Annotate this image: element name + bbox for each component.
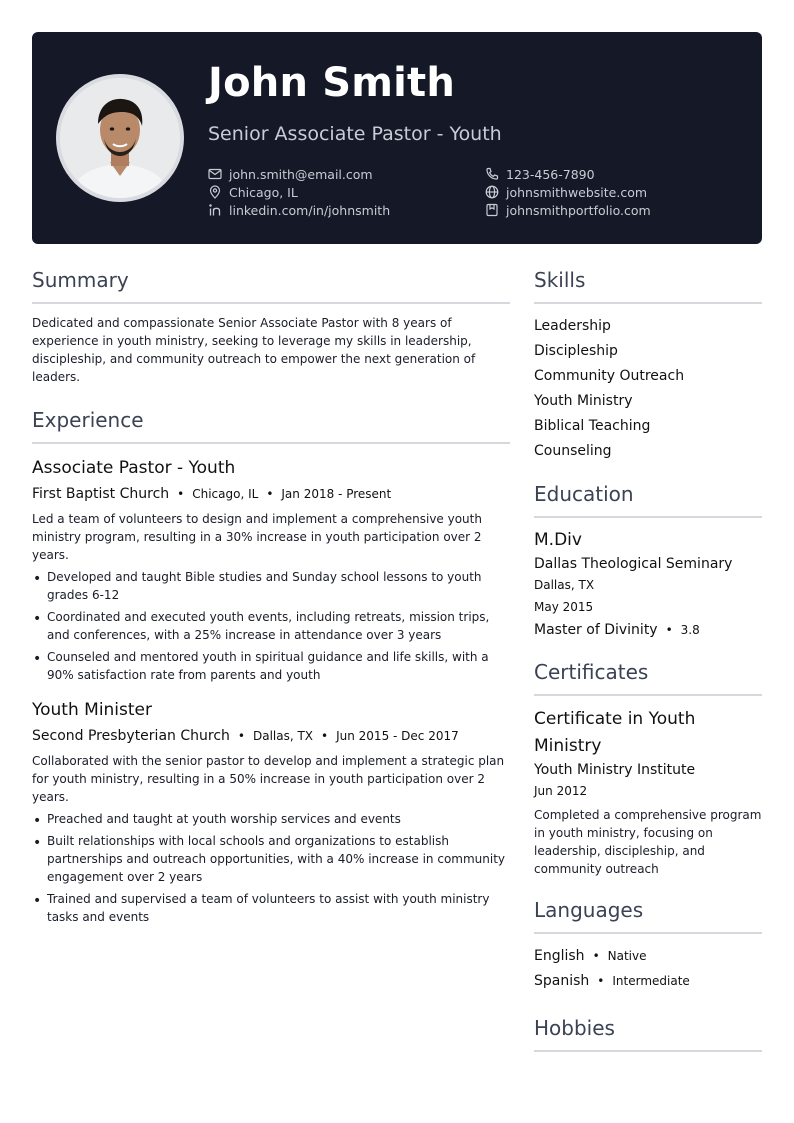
main-column bbox=[32, 268, 510, 930]
globe-icon bbox=[485, 185, 499, 199]
portfolio-icon bbox=[485, 203, 499, 217]
separator-dot: • bbox=[321, 729, 329, 743]
job-bullet: • Developed and taught Bible studies and Sunday school lessons to youth grades 6-12 bbox=[32, 568, 510, 604]
contact-website[interactable] bbox=[485, 184, 647, 200]
languages-section bbox=[534, 898, 762, 994]
experience-section bbox=[32, 408, 510, 926]
job-title: Youth Minister bbox=[32, 700, 153, 720]
separator-dot: • bbox=[177, 487, 185, 501]
language-name: Spanish bbox=[534, 973, 590, 989]
skill-item: Biblical Teaching bbox=[534, 418, 651, 434]
job-bullets bbox=[32, 810, 510, 926]
job-bullets bbox=[32, 568, 510, 684]
language-item bbox=[534, 944, 762, 969]
job-org: First Baptist Church bbox=[32, 486, 170, 502]
job-bullet: • Built relationships with local schools and organizations to establish partnerships and outreach opportunities, with a 40% increase in community engagement over 2 years bbox=[32, 832, 510, 886]
education-location: Dallas, TX bbox=[534, 578, 595, 592]
job-bullet: • Preached and taught at youth worship services and events bbox=[32, 810, 510, 828]
job-location: Chicago, IL bbox=[192, 487, 259, 501]
language-level: Native bbox=[607, 949, 647, 963]
skill-item: Discipleship bbox=[534, 343, 618, 359]
education-school: Dallas Theological Seminary bbox=[534, 556, 733, 572]
side-column bbox=[534, 268, 762, 1062]
certificates-heading: Certificates bbox=[534, 660, 762, 696]
profile-photo bbox=[56, 74, 184, 202]
languages-heading: Languages bbox=[534, 898, 762, 934]
contact-location bbox=[208, 184, 298, 200]
job-dates: Jun 2015 - Dec 2017 bbox=[336, 729, 459, 743]
person-portrait-icon bbox=[60, 78, 180, 198]
separator-dot: • bbox=[597, 974, 605, 988]
job-org: Second Presbyterian Church bbox=[32, 728, 230, 744]
certificate-date: Jun 2012 bbox=[534, 784, 588, 798]
education-field: Master of Divinity bbox=[534, 622, 658, 638]
separator-dot: • bbox=[266, 487, 274, 501]
portfolio-text: johnsmithportfolio.com bbox=[506, 202, 651, 218]
skills-section bbox=[534, 268, 762, 464]
education-section bbox=[534, 482, 762, 638]
job-description: Led a team of volunteers to design and implement a comprehensive youth ministry program, resulting in a 30% increase in youth participation over 2 years. bbox=[32, 512, 482, 562]
education-degree: M.Div bbox=[534, 530, 582, 550]
job-dates: Jan 2018 - Present bbox=[281, 487, 392, 501]
location-pin-icon bbox=[208, 185, 222, 199]
phone-text: 123-456-7890 bbox=[506, 166, 595, 182]
job-description: Collaborated with the senior pastor to develop and implement a strategic plan for youth ministry, resulting in a 50% increase in youth participation over 2 years. bbox=[32, 754, 505, 804]
certificate-issuer: Youth Ministry Institute bbox=[534, 762, 696, 778]
certificate-description: Completed a comprehensive program in youth ministry, focusing on leadership, discipleship, and community outreach bbox=[534, 808, 762, 876]
job-entry bbox=[32, 700, 510, 926]
skill-item: Leadership bbox=[534, 318, 611, 334]
contact-email[interactable] bbox=[208, 166, 373, 182]
job-entry bbox=[32, 458, 510, 684]
job-bullet: • Coordinated and executed youth events, including retreats, mission trips, and conferences, with a 25% increase in attendance over 3 years bbox=[32, 608, 510, 644]
certificate-name: Certificate in Youth Ministry bbox=[534, 709, 696, 756]
website-text: johnsmithwebsite.com bbox=[506, 184, 648, 200]
skill-item: Community Outreach bbox=[534, 368, 685, 384]
separator-dot: • bbox=[592, 949, 600, 963]
contact-list bbox=[208, 166, 748, 226]
education-field-line bbox=[534, 622, 762, 638]
education-gpa: 3.8 bbox=[680, 623, 700, 637]
separator-dot: • bbox=[237, 729, 245, 743]
candidate-name: John Smith bbox=[208, 60, 456, 106]
job-bullet: • Counseled and mentored youth in spiritual guidance and life skills, with a 90% satisfaction rate from parents and youth bbox=[32, 648, 510, 684]
job-meta bbox=[32, 728, 510, 744]
language-name: English bbox=[534, 948, 585, 964]
certificates-section bbox=[534, 660, 762, 878]
linkedin-icon bbox=[208, 203, 222, 217]
contact-phone[interactable] bbox=[485, 166, 595, 182]
skills-heading: Skills bbox=[534, 268, 762, 304]
mail-icon bbox=[208, 167, 222, 181]
phone-icon bbox=[485, 167, 499, 181]
candidate-role: Senior Associate Pastor - Youth bbox=[208, 123, 502, 145]
linkedin-text: linkedin.com/in/johnsmith bbox=[229, 202, 391, 218]
education-heading: Education bbox=[534, 482, 762, 518]
email-text: john.smith@email.com bbox=[229, 166, 373, 182]
language-item bbox=[534, 969, 762, 994]
language-level: Intermediate bbox=[612, 974, 690, 988]
job-meta bbox=[32, 486, 510, 502]
contact-portfolio[interactable] bbox=[485, 202, 651, 218]
education-date: May 2015 bbox=[534, 600, 594, 614]
summary-heading: Summary bbox=[32, 268, 510, 304]
skill-item: Counseling bbox=[534, 443, 612, 459]
resume-header bbox=[32, 32, 762, 244]
skill-item: Youth Ministry bbox=[534, 393, 633, 409]
experience-heading: Experience bbox=[32, 408, 510, 444]
location-text: Chicago, IL bbox=[229, 184, 298, 200]
hobbies-section bbox=[534, 1016, 762, 1052]
contact-linkedin[interactable] bbox=[208, 202, 390, 218]
job-location: Dallas, TX bbox=[252, 729, 314, 743]
job-bullet: • Trained and supervised a team of volunteers to assist with youth ministry tasks and events bbox=[32, 890, 510, 926]
summary-text: Dedicated and compassionate Senior Associate Pastor with 8 years of experience in youth ministry, seeking to leverage my skills in leadership, discipleship, and community outreach to empower the next generation of leaders. bbox=[32, 316, 476, 384]
hobbies-heading: Hobbies bbox=[534, 1016, 762, 1052]
summary-section bbox=[32, 268, 510, 386]
job-title: Associate Pastor - Youth bbox=[32, 458, 236, 478]
separator-dot: • bbox=[665, 623, 673, 637]
